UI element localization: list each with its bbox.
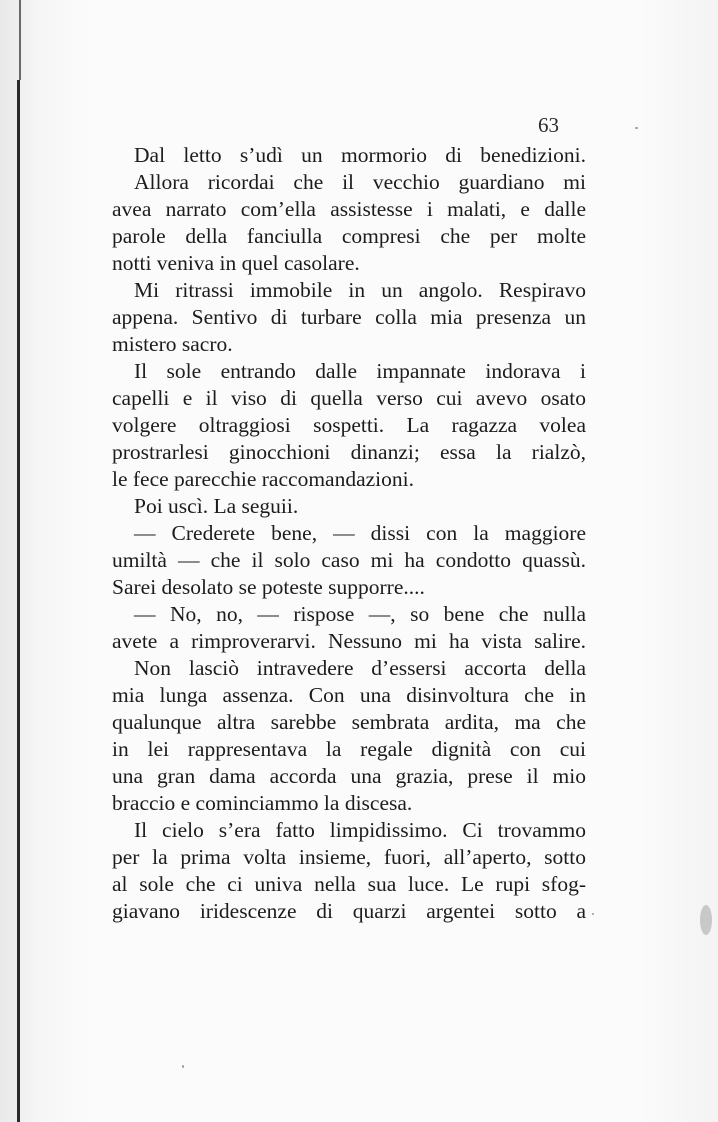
text-line: Sarei desolato se poteste supporre....	[112, 575, 425, 599]
text-line: Mi ritrassi immobile in un angolo. Respiravo	[134, 278, 586, 302]
text-line: Dal letto s’udì un mormorio di benedizioni.	[134, 143, 586, 167]
text-line: mia lunga assenza. Con una disinvoltura che in	[112, 683, 586, 707]
page-number: 63	[538, 113, 559, 137]
text-line: volgere oltraggiosi sospetti. La ragazza volea	[112, 413, 586, 437]
text-line: una gran dama accorda una grazia, prese il mio	[112, 764, 586, 788]
text-line: appena. Sentivo di turbare colla mia presenza un	[112, 305, 586, 329]
text-line: Non lasciò intravedere d’essersi accorta della	[134, 656, 586, 680]
binding-edge	[17, 80, 20, 1122]
text-line: prostrarlesi ginocchioni dinanzi; essa la rialzò,	[112, 440, 586, 464]
scan-speck	[182, 1065, 184, 1068]
text-line: avete a rimproverarvi. Nessuno mi ha vista salire.	[112, 629, 586, 653]
text-line: Il cielo s’era fatto limpidissimo. Ci trovammo	[134, 818, 586, 842]
text-line: avea narrato com’ella assistesse i malati, e dalle	[112, 197, 586, 221]
text-line: qualunque altra sarebbe sembrata ardita, ma che	[112, 710, 586, 734]
text-line: — Crederete bene, — dissi con la maggiore	[134, 521, 586, 545]
text-line: Allora ricordai che il vecchio guardiano mi	[134, 170, 586, 194]
text-line: — No, no, — rispose —, so bene che nulla	[134, 602, 586, 626]
text-line: giavano iridescenze di quarzi argentei sotto a	[112, 899, 586, 923]
text-line: capelli e il viso di quella verso cui avevo osato	[112, 386, 586, 410]
text-line: umiltà — che il solo caso mi ha condotto quassù.	[112, 548, 586, 572]
scan-speck	[635, 127, 638, 129]
binding-edge-shadow	[19, 0, 21, 80]
scan-speck	[592, 913, 594, 915]
text-line: parole della fanciulla compresi che per molte	[112, 224, 586, 248]
scan-speck	[700, 905, 712, 935]
text-line: braccio e cominciammo la discesa.	[112, 791, 413, 815]
text-line: Il sole entrando dalle impannate indorava i	[134, 359, 586, 383]
text-line: notti veniva in quel casolare.	[112, 251, 360, 275]
text-line: al sole che ci univa nella sua luce. Le rupi sfog-	[112, 872, 586, 896]
body-text	[112, 142, 586, 925]
text-line: le fece parecchie raccomandazioni.	[112, 467, 414, 491]
text-line: in lei rappresentava la regale dignità con cui	[112, 737, 586, 761]
text-line: per la prima volta insieme, fuori, all’aperto, sotto	[112, 845, 586, 869]
text-line: Poi uscì. La seguii.	[134, 494, 299, 518]
text-line: mistero sacro.	[112, 332, 233, 356]
